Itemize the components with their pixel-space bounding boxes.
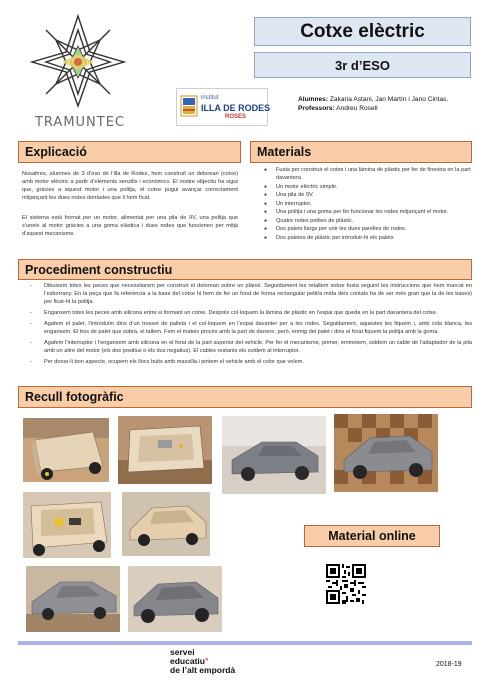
- procediment-step: - Dibuixem totes les peces que necessitarem per construir el delorean sobre un plànol. Seguidament les retallem sobre fusta seguint les instruccions que hem marcat en l’esborrany. En la peça que fa referència a la base del cotxe hi hem de fer un forat de forma rectangular petit/a mida dels contats ha de ser més gran que la de les bases) per ficar-hi la politja.: [28, 282, 472, 306]
- procediment-step: - Enganxem totes les peces amb silicona entre si formant un cotxe. Després col·loquem la làmina de plàstic en l’espai que queda en la part davantera del cotxe.: [28, 309, 472, 317]
- brand-name: TRAMUNTEC: [34, 115, 126, 130]
- compass-rose-icon: [28, 12, 128, 110]
- footer-divider: [18, 641, 472, 645]
- section-header-materials: [250, 141, 472, 163]
- teachers-text: Andreu Rosell: [336, 105, 378, 112]
- procediment-step: - Per donar-li bon aspecte, ocupem els llocs buits amb massilla i pintem el vehicle amb el color que volem.: [28, 358, 472, 366]
- school-logo-institut: institut: [201, 95, 219, 101]
- section-title-materials: Materials: [257, 145, 312, 159]
- footer-year: 2018-19: [436, 661, 462, 668]
- section-title-procediment: Procediment constructiu: [25, 262, 173, 277]
- school-logo-name: ILLA DE RODES: [201, 103, 271, 113]
- photo-grey-car-1: [222, 416, 326, 494]
- materials-item: ● Un interruptor.: [262, 200, 472, 208]
- materials-item: ● Una politja i una goma per fer funcionar les rodes mitjançant el motor.: [262, 208, 472, 216]
- section-header-procediment: [18, 259, 472, 280]
- materials-list: [262, 166, 472, 242]
- school-logo-town: ROSES: [225, 114, 247, 120]
- footer-logo-line-1: servei: [170, 647, 195, 657]
- section-header-explicacio: [18, 141, 241, 163]
- procediment-step: - Agafem el palet, l’introduïm dins d’un trosset de palleta i el col·loquem en l’espai davanter per a les rodes. Seguidament, aquestes les fiquem i, amb cola blanca, les enganxem. El tros de palet que sobra, el tallem. Fem el mateix procés amb la part de darrere, però, enmig del palet i dins el forat fiquem la politja amb la goma.: [28, 320, 472, 336]
- qr-code-icon: [326, 564, 366, 604]
- section-title-material-online: Material online: [328, 529, 416, 543]
- procediment-step: - Agafem l’interruptor i l’enganxem amb silicona en el forat de la part superior del vehicle. Per fer el mecanisme, primer, emmotem, soldem un cable de l’adaptador de la pila amb un altre del motor (els dos positius o els dos negatius). El cables restants els soldem al interruptor.: [28, 339, 472, 355]
- section-title-recull: Recull fotogràfic: [25, 390, 124, 404]
- poster-title: Cotxe elèctric: [300, 20, 425, 42]
- photo-wood-chassis-1: [23, 418, 109, 482]
- poster-subtitle-box: [254, 52, 471, 78]
- materials-item: ● Una pila de 9V.: [262, 191, 472, 199]
- section-header-material-online: [304, 525, 440, 547]
- authors-text: Zakaria Astani, Jan Martín i Jano Cintas.: [329, 96, 449, 103]
- poster-subtitle: 3r d’ESO: [335, 57, 390, 73]
- footer-logo-line-2: educatiu: [170, 656, 205, 666]
- photo-grey-car-side: [26, 566, 120, 632]
- footer-logo: servei educatiu° de l’alt empordà: [170, 648, 280, 675]
- section-header-recull: [18, 386, 472, 408]
- explicacio-paragraph-2: El sistema està format per un motor, alimentat per una pila de 9V, una politja que s’uneix al motor gràcies a una goma elàstica i dues rodes que funcionen per mitjà d’aquest mecanisme.: [22, 215, 238, 237]
- qr-code[interactable]: [326, 564, 366, 604]
- teachers-label: Professors:: [298, 105, 335, 112]
- photo-wood-electronics: [23, 492, 111, 558]
- photo-wood-chassis-2: [118, 416, 212, 484]
- photo-wood-car-body: [122, 492, 210, 556]
- footer-logo-line-3: de l’alt empordà: [170, 665, 236, 675]
- photo-grey-car-2: [334, 414, 438, 492]
- section-title-explicacio: Explicació: [25, 145, 87, 159]
- photo-grey-car-3: [128, 566, 222, 632]
- materials-item: ● Dos paletes de plàstic per introduir-hi els palets: [262, 234, 472, 242]
- explicacio-paragraph-1: Nosaltres, alumnes de 3 d’eso de l’illa de Rodes, hem construït un delorean (cotxe) amb motor elèctric a partir d’elements senzills i econòmics. El nostre objectiu ha sigut que, gràcies a aquest motor i una politja, el cotxe pugui avançar correctament mitjançant les dues rodes dentades que li hem ficat.: [22, 171, 238, 201]
- poster-title-box: [254, 17, 471, 46]
- authors-block: [298, 95, 473, 113]
- procediment-list: [28, 282, 472, 369]
- materials-item: ● Fusta per construir el cotxe i una làmina de plàstic per fer de finestra en la part davantera.: [262, 166, 472, 182]
- authors-label: Alumnes:: [298, 96, 329, 103]
- school-logo: [176, 88, 271, 126]
- materials-item: ● Un motor elèctric simple.: [262, 183, 472, 191]
- materials-item: ● Dos palets llargs per unir les dues parelles de rodes.: [262, 225, 472, 233]
- materials-item: ● Quatre rodes petites de plàstic.: [262, 217, 472, 225]
- tramuntec-logo: [28, 12, 128, 110]
- school-emblem-icon: [180, 95, 198, 117]
